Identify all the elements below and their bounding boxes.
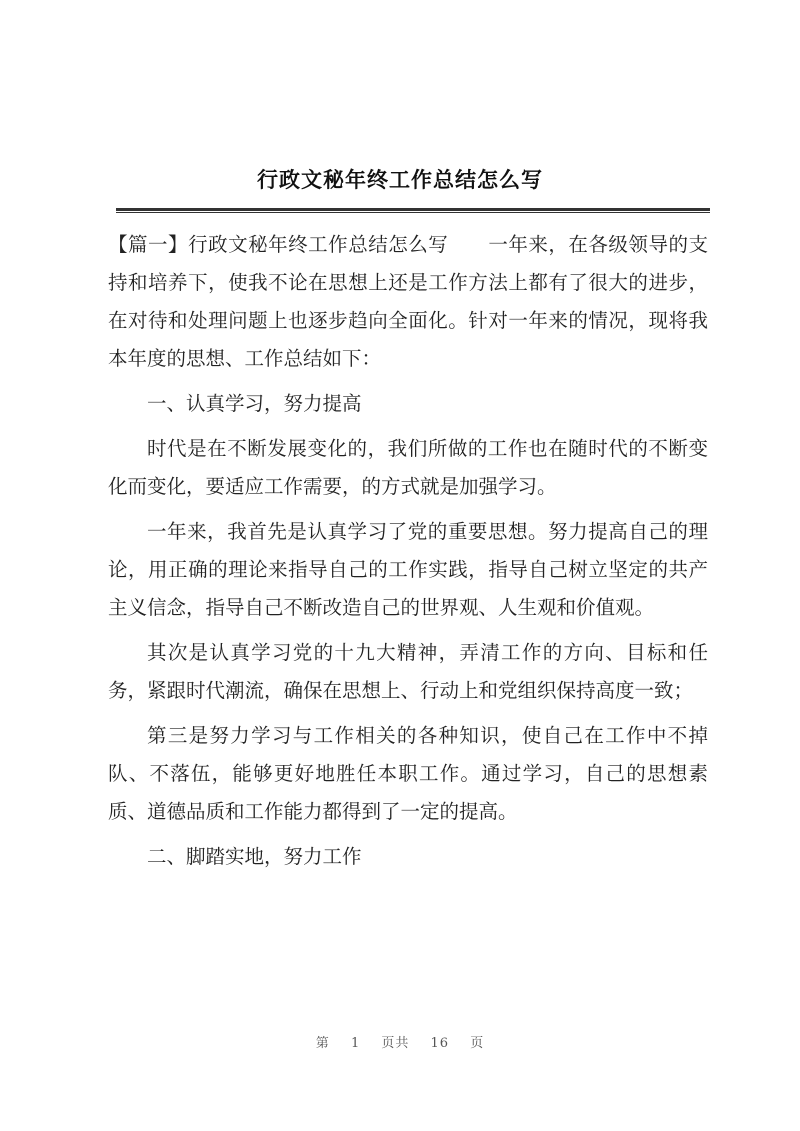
page-footer	[0, 1032, 800, 1051]
document-body	[108, 226, 708, 883]
footer-total-pages: 16	[430, 1036, 450, 1051]
footer-page-number: 1	[350, 1036, 361, 1051]
footer-middle: 页共	[381, 1036, 410, 1051]
paragraph: 第三是努力学习与工作相关的各种知识，使自己在工作中不掉队、不落伍，能够更好地胜任本职工作。通过学习，自己的思想素质、道德品质和工作能力都得到了一定的提高。	[108, 724, 708, 823]
footer-suffix: 页	[470, 1036, 485, 1051]
section-heading-1: 一、认真学习，努力提高	[147, 392, 362, 415]
section-heading-2: 二、脚踏实地，努力工作	[147, 845, 362, 868]
paragraph: 一年来，我首先是认真学习了党的重要思想。努力提高自己的理论，用正确的理论来指导自己的工作实践，指导自己树立坚定的共产主义信念，指导自己不断改造自己的世界观、人生观和价值观。	[108, 520, 708, 619]
paragraph-intro: 【篇一】行政文秘年终工作总结怎么写 一年来，在各级领导的支持和培养下，使我不论在思想上还是工作方法上都有了很大的进步，在对待和处理问题上也逐步趋向全面化。针对一年来的情况，现将我本年度的思想、工作总结如下：	[108, 233, 708, 370]
title-divider	[116, 208, 710, 213]
paragraph: 其次是认真学习党的十九大精神，弄清工作的方向、目标和任务，紧跟时代潮流，确保在思想上、行动上和党组织保持高度一致；	[108, 641, 708, 702]
paragraph: 时代是在不断发展变化的，我们所做的工作也在随时代的不断变化而变化，要适应工作需要，的方式就是加强学习。	[108, 437, 708, 498]
footer-prefix: 第	[315, 1036, 330, 1051]
document-title: 行政文秘年终工作总结怎么写	[257, 167, 543, 192]
